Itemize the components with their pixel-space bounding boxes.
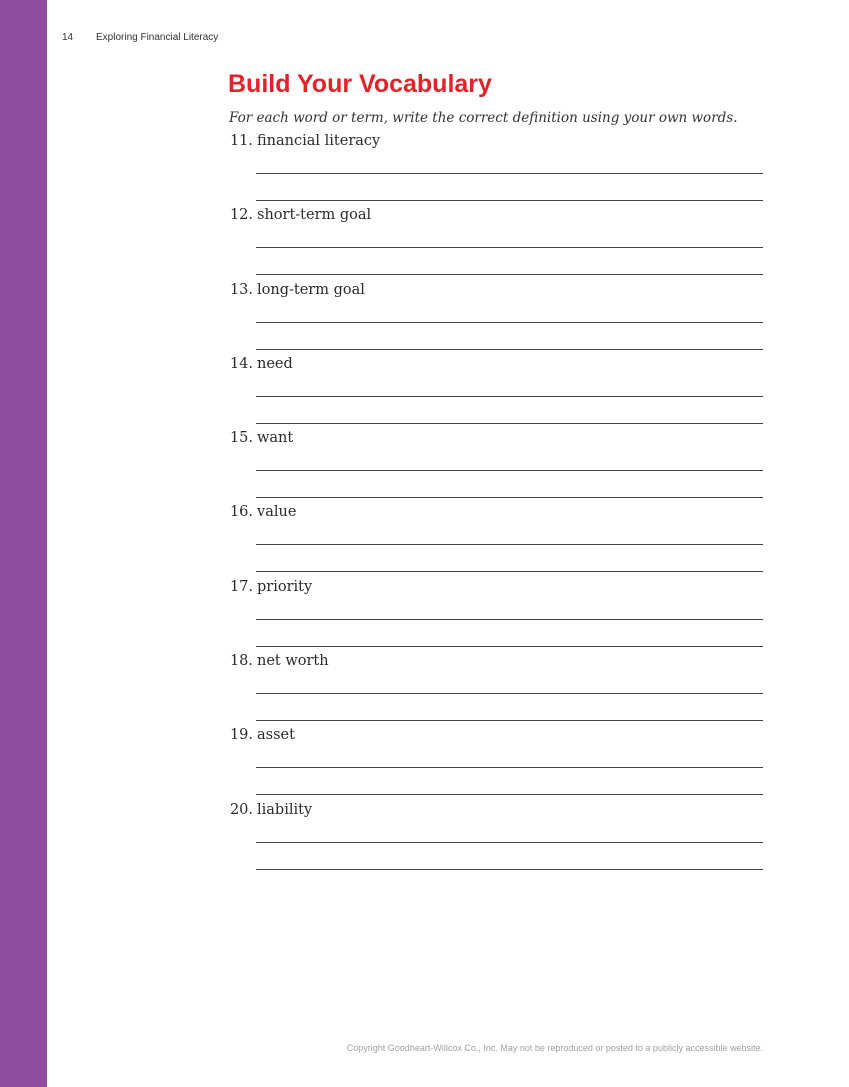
item-number: 16. xyxy=(229,504,253,521)
answer-line[interactable] xyxy=(256,842,763,843)
vocabulary-item xyxy=(229,356,763,430)
vocabulary-item xyxy=(229,207,763,281)
answer-line[interactable] xyxy=(256,247,763,248)
vocabulary-item xyxy=(229,727,763,801)
answer-line[interactable] xyxy=(256,396,763,397)
item-label xyxy=(229,356,293,372)
page-number: 14 xyxy=(62,32,74,43)
item-number: 13. xyxy=(229,281,253,298)
page-header xyxy=(62,32,218,46)
item-label xyxy=(229,727,295,743)
answer-line[interactable] xyxy=(256,497,763,498)
item-number: 18. xyxy=(229,653,253,670)
item-number: 11. xyxy=(229,133,253,149)
book-title: Exploring Financial Literacy xyxy=(96,32,219,43)
vocabulary-item xyxy=(229,133,763,207)
page-sidebar-band xyxy=(0,0,47,1087)
answer-line[interactable] xyxy=(256,322,763,323)
answer-line[interactable] xyxy=(256,693,763,694)
item-term: priority xyxy=(257,578,313,595)
answer-line[interactable] xyxy=(256,274,763,275)
answer-line[interactable] xyxy=(256,720,763,721)
item-label xyxy=(229,653,329,669)
vocabulary-item xyxy=(229,430,763,504)
vocabulary-list xyxy=(229,133,763,876)
item-label xyxy=(229,282,365,298)
item-label xyxy=(229,430,293,446)
item-term: financial literacy xyxy=(257,133,381,149)
vocabulary-item xyxy=(229,653,763,727)
answer-line[interactable] xyxy=(256,619,763,620)
answer-line[interactable] xyxy=(256,200,763,201)
item-number: 14. xyxy=(229,355,253,372)
answer-line[interactable] xyxy=(256,571,763,572)
instructions: For each word or term, write the correct definition using your own words. xyxy=(229,110,738,126)
answer-line[interactable] xyxy=(256,544,763,545)
item-term: short-term goal xyxy=(257,207,372,224)
item-number: 12. xyxy=(229,207,253,224)
item-term: asset xyxy=(257,727,295,744)
answer-line[interactable] xyxy=(256,349,763,350)
vocabulary-item xyxy=(229,504,763,578)
item-term: net worth xyxy=(257,653,329,670)
item-label xyxy=(229,802,312,818)
item-label xyxy=(229,579,312,595)
answer-line[interactable] xyxy=(256,470,763,471)
vocabulary-item xyxy=(229,579,763,653)
answer-line[interactable] xyxy=(256,173,763,174)
item-term: long-term goal xyxy=(257,281,365,298)
answer-line[interactable] xyxy=(256,646,763,647)
item-term: want xyxy=(257,430,294,447)
answer-line[interactable] xyxy=(256,794,763,795)
item-term: need xyxy=(257,355,293,372)
item-number: 17. xyxy=(229,578,253,595)
copyright-notice: Copyright Goodheart-Willcox Co., Inc. May not be reproduced or posted to a publicly accessible website. xyxy=(346,1043,763,1053)
item-label xyxy=(229,133,380,149)
item-number: 20. xyxy=(229,801,253,818)
answer-line[interactable] xyxy=(256,767,763,768)
item-term: value xyxy=(257,504,297,521)
item-number: 19. xyxy=(229,727,253,744)
answer-line[interactable] xyxy=(256,423,763,424)
item-label xyxy=(229,504,296,520)
section-title: Build Your Vocabulary xyxy=(228,70,492,98)
vocabulary-item xyxy=(229,282,763,356)
vocabulary-item xyxy=(229,802,763,876)
item-term: liability xyxy=(257,801,313,818)
item-number: 15. xyxy=(229,430,253,447)
item-label xyxy=(229,207,371,223)
answer-line[interactable] xyxy=(256,869,763,870)
